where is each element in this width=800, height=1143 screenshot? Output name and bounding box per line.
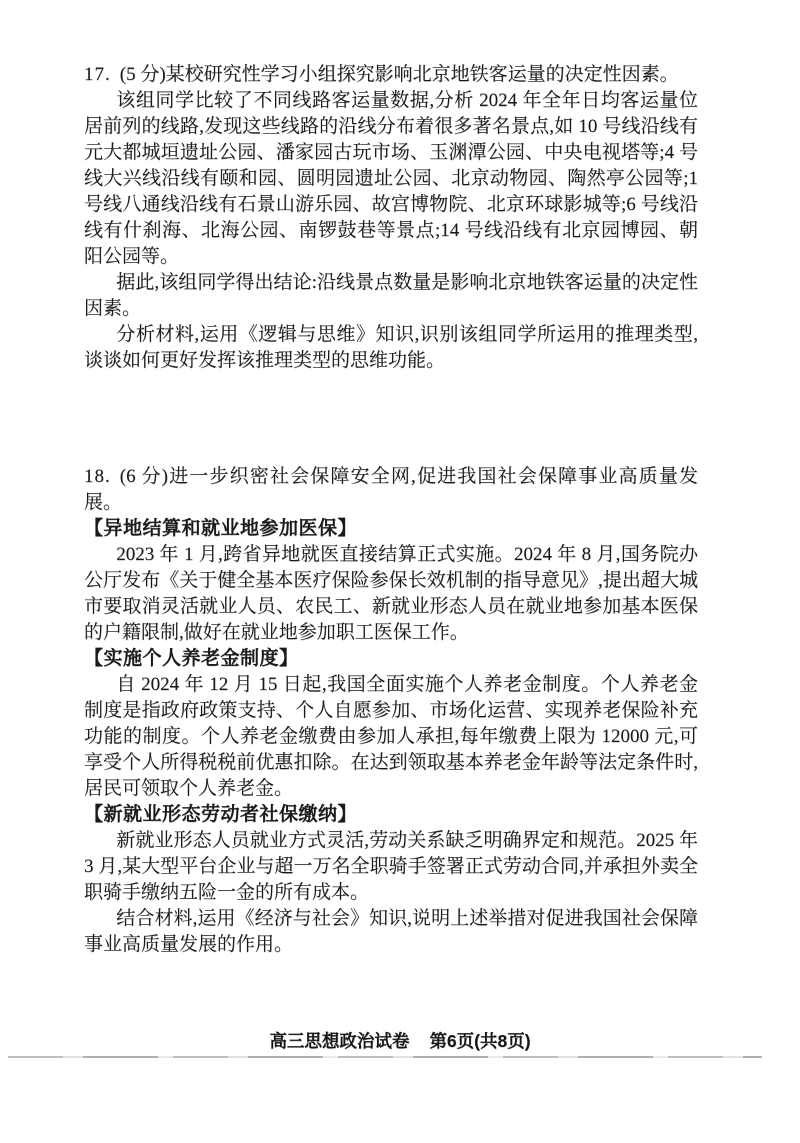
question-17-stem-line	[84, 62, 698, 88]
question-18-paragraph-task: 结合材料,运用《经济与社会》知识,说明上述举措对促进我国社会保障事业高质量发展的作用。	[84, 908, 698, 955]
section-heading-medical-insurance: 【异地结算和就业地参加医保】	[84, 518, 358, 539]
section-body-medical-insurance: 2023 年 1 月,跨省异地就医直接结算正式实施。2024 年 8 月,国务院办公厅发布《关于健全基本医疗保险参保长效机制的指导意见》,提出超大城市要取消灵活就业人员、农民工、新就业形态人员在就业地参加基本医保的户籍限制,做好在就业地参加职工医保工作。	[84, 544, 698, 643]
footer-page-indicator: 第6页(共8页)	[429, 1031, 531, 1051]
section-body-personal-pension: 自 2024 年 12 月 15 日起,我国全面实施个人养老金制度。个人养老金制度是指政府政策支持、个人自愿参加、市场化运营、实现养老保险补充功能的制度。个人养老金缴费由参加人承担,每年缴费上限为 12000 元,可享受个人所得税税前优惠扣除。在达到领取基本养老金年龄等法定条件时,居民可领取个人养老金。	[84, 674, 698, 799]
question-18-number: 18.	[84, 466, 111, 487]
section-body-gig-workers-social-security: 新就业形态人员就业方式灵活,劳动关系缺乏明确界定和规范。2025 年 3 月,某大型平台企业与超一万名全职骑手签署正式劳动合同,并承担外卖全职骑手缴纳五险一金的所有成本。	[84, 830, 698, 903]
question-18-stem-text: (6 分)进一步织密社会保障安全网,促进我国社会保障事业高质量发展。	[84, 466, 698, 513]
question-17-number: 17.	[84, 64, 111, 85]
question-17-paragraph-material: 该组同学比较了不同线路客运量数据,分析 2024 年全年日均客运量位居前列的线路,发现这些线路的沿线分布着很多著名景点,如 10 号线沿线有元大都城垣遗址公园、潘家园古玩市场、玉渊潭公园、中央电视塔等;4 号线大兴线沿线有颐和园、圆明园遗址公园、北京动物园、陶然亭公园等;1 号线八通线沿线有石景山游乐园、故宫博物院、北京环球影城等;6 号线沿线有什刹海、北海公园、南锣鼓巷等景点;14 号线沿线有北京园博园、朝阳公园等。	[84, 90, 698, 267]
page-footer	[0, 1030, 800, 1052]
footer-exam-title: 高三思想政治试卷	[269, 1031, 410, 1051]
scan-artifact-divider	[8, 1056, 762, 1058]
question-18	[84, 464, 698, 958]
question-17-paragraph-conclusion: 据此,该组同学得出结论:沿线景点数量是影响北京地铁客运量的决定性因素。	[84, 272, 698, 319]
question-17-stem-text: (5 分)某校研究性学习小组探究影响北京地铁客运量的决定性因素。	[119, 64, 679, 85]
question-18-stem-line	[84, 464, 698, 516]
question-17	[84, 62, 698, 374]
question-17-paragraph-task: 分析材料,运用《逻辑与思维》知识,识别该组同学所运用的推理类型,谈谈如何更好发挥该推理类型的思维功能。	[84, 324, 698, 371]
section-heading-personal-pension: 【实施个人养老金制度】	[84, 648, 299, 669]
section-heading-gig-workers-social-security: 【新就业形态劳动者社保缴纳】	[84, 804, 358, 825]
